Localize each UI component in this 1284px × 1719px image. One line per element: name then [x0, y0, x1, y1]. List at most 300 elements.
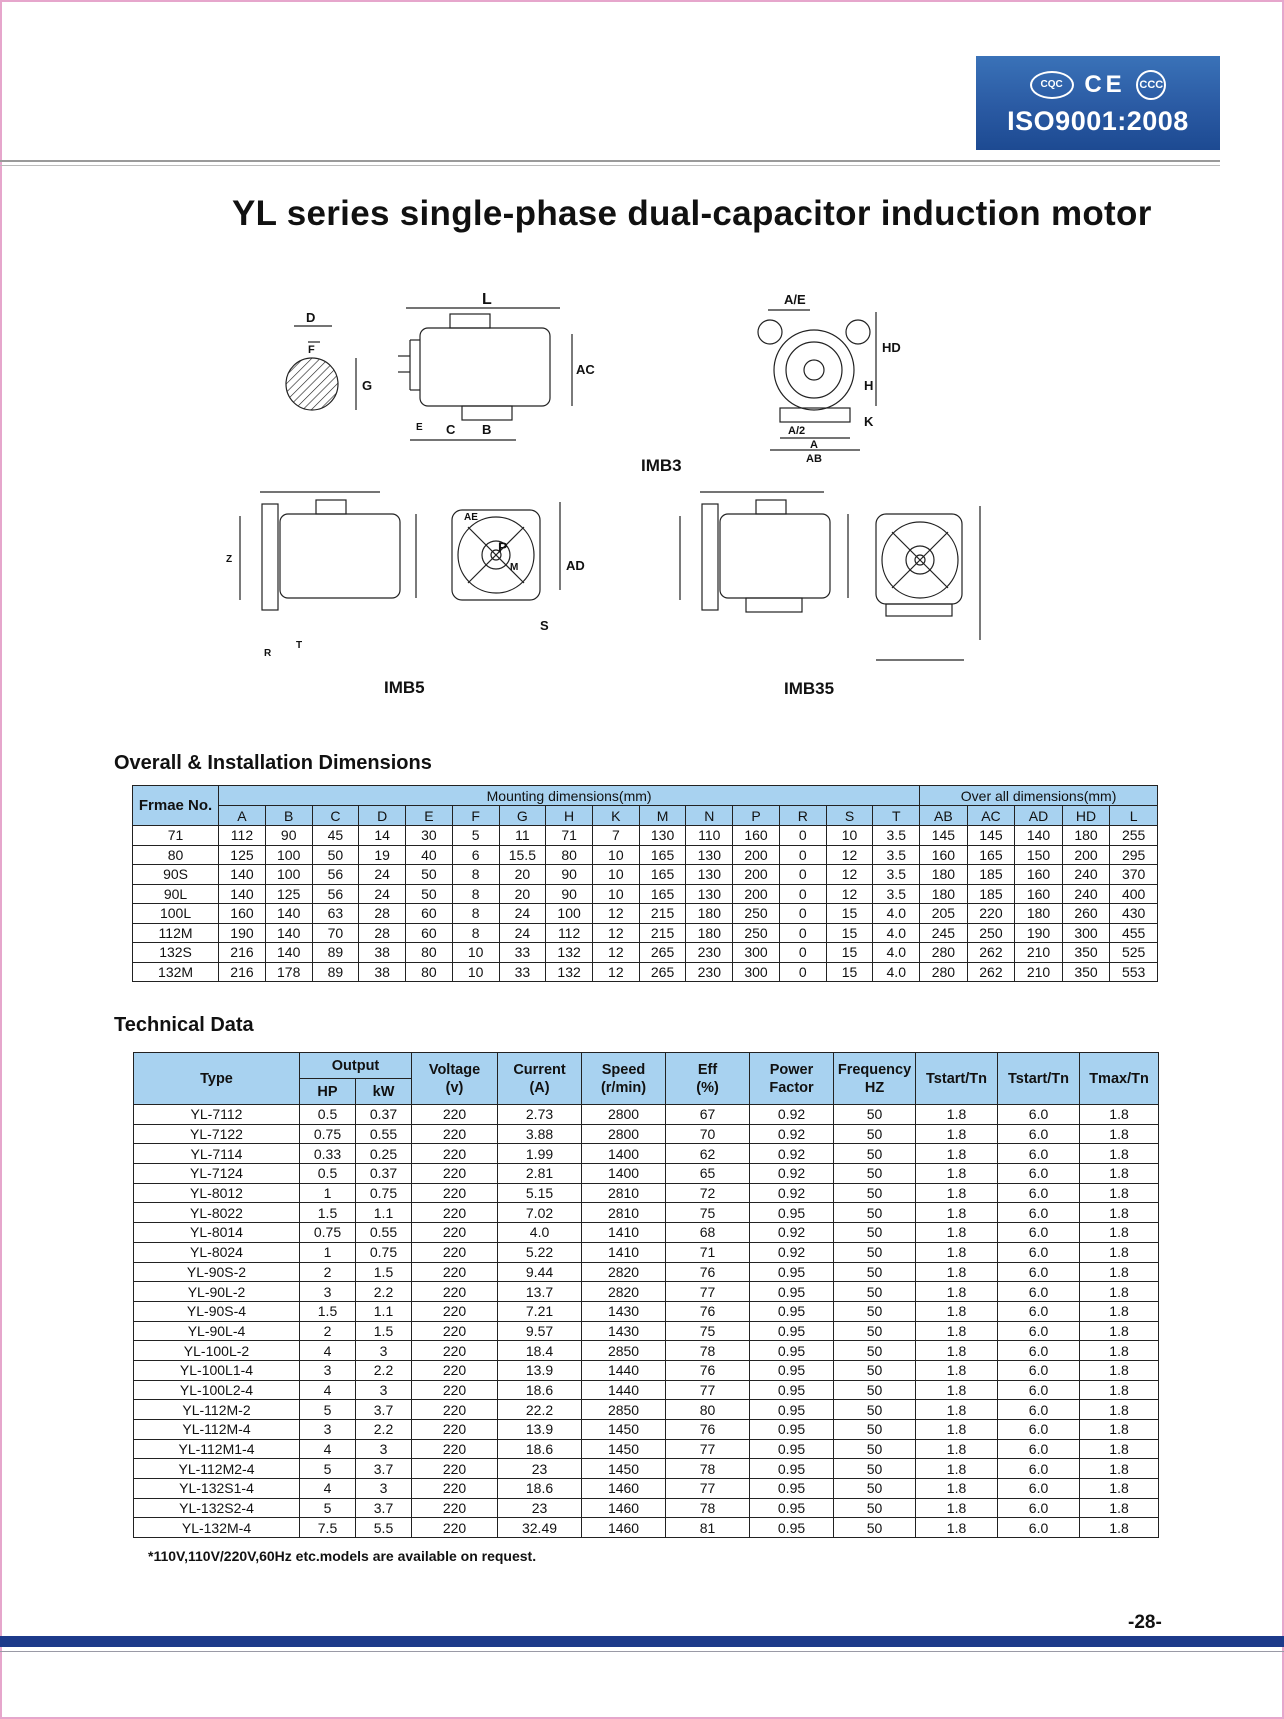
dim-cell: 180	[920, 884, 968, 904]
tech-cell: 6.0	[998, 1360, 1080, 1380]
tech-cell: 0.95	[750, 1498, 834, 1518]
dim-column-header: D	[359, 806, 406, 826]
tech-cell: 220	[412, 1262, 498, 1282]
tech-cell: 1.8	[916, 1124, 998, 1144]
dim-column-header: HD	[1062, 806, 1110, 826]
tech-cell: 1.8	[1080, 1459, 1159, 1479]
dim-column-header: N	[686, 806, 733, 826]
table-row	[134, 1203, 1159, 1223]
tech-cell: 50	[834, 1459, 916, 1479]
tech-cell: 78	[666, 1498, 750, 1518]
frame-no-cell: 90L	[133, 884, 219, 904]
tech-cell: 68	[666, 1223, 750, 1243]
dim-cell: 63	[312, 904, 359, 924]
cqc-mark-icon: CQC	[1030, 71, 1074, 99]
tech-cell: 1.8	[916, 1242, 998, 1262]
dim-cell: 56	[312, 865, 359, 885]
tech-cell: 0.95	[750, 1479, 834, 1499]
motor-drawings	[220, 280, 1080, 720]
tech-cell: 2.2	[356, 1282, 412, 1302]
type-cell: YL-8022	[134, 1203, 300, 1223]
dim-cell: 280	[920, 943, 968, 963]
tech-cell: 78	[666, 1341, 750, 1361]
dim-cell: 6	[452, 845, 499, 865]
dim-cell: 215	[639, 923, 686, 943]
tech-cell: 1.8	[1080, 1105, 1159, 1125]
dim-cell: 165	[967, 845, 1015, 865]
tech-cell: 220	[412, 1380, 498, 1400]
dim-label-ab: AB	[806, 453, 822, 465]
dim-column-header: B	[265, 806, 312, 826]
dim-cell: 180	[1015, 904, 1063, 924]
tech-cell: 6.0	[998, 1479, 1080, 1499]
type-cell: YL-90S-4	[134, 1301, 300, 1321]
kw-header: kW	[356, 1079, 412, 1105]
type-cell: YL-112M-4	[134, 1420, 300, 1440]
header-rule	[0, 160, 1220, 162]
tech-cell: 6.0	[998, 1223, 1080, 1243]
tech-cell: 0.92	[750, 1164, 834, 1184]
dim-label-z: Z	[226, 554, 233, 565]
tech-cell: 1.8	[1080, 1203, 1159, 1223]
tech-cell: 1.8	[1080, 1282, 1159, 1302]
dim-cell: 8	[452, 904, 499, 924]
table-row	[134, 1301, 1159, 1321]
tech-cell: 0.95	[750, 1203, 834, 1223]
type-cell: YL-8014	[134, 1223, 300, 1243]
tech-cell: 13.7	[498, 1282, 582, 1302]
tech-cell: 1.99	[498, 1144, 582, 1164]
tech-cell: 50	[834, 1301, 916, 1321]
dim-cell: 400	[1110, 884, 1158, 904]
type-cell: YL-112M2-4	[134, 1459, 300, 1479]
dim-cell: 430	[1110, 904, 1158, 924]
dim-cell: 12	[826, 884, 873, 904]
tech-cell: 1.8	[916, 1380, 998, 1400]
tech-cell: 2820	[582, 1262, 666, 1282]
dim-cell: 130	[686, 865, 733, 885]
dim-cell: 165	[639, 845, 686, 865]
dim-cell: 38	[359, 943, 406, 963]
tech-cell: 0.75	[356, 1183, 412, 1203]
tech-cell: 3.7	[356, 1459, 412, 1479]
frame-no-cell: 132S	[133, 943, 219, 963]
technical-data-table	[133, 1052, 1159, 1538]
dim-cell: 15	[826, 923, 873, 943]
dim-label-p: P	[498, 539, 508, 555]
dim-cell: 12	[826, 845, 873, 865]
tech-cell: 50	[834, 1223, 916, 1243]
tech-cell: 78	[666, 1459, 750, 1479]
header-rule-thin	[0, 165, 1220, 166]
tech-cell: 1.1	[356, 1203, 412, 1223]
tech-cell: 1450	[582, 1459, 666, 1479]
tech-cell: 50	[834, 1400, 916, 1420]
tech-cell: 13.9	[498, 1360, 582, 1380]
dim-cell: 112	[546, 923, 593, 943]
tech-cell: 0.37	[356, 1164, 412, 1184]
dim-column-header: K	[592, 806, 639, 826]
dim-cell: 160	[219, 904, 266, 924]
tech-cell: 1.8	[916, 1498, 998, 1518]
dim-cell: 240	[1062, 884, 1110, 904]
tech-cell: 6.0	[998, 1301, 1080, 1321]
tech-cell: 220	[412, 1498, 498, 1518]
type-cell: YL-8012	[134, 1183, 300, 1203]
imb5-label: IMB5	[384, 678, 425, 697]
dimensions-table	[132, 785, 1158, 982]
dim-cell: 40	[406, 845, 453, 865]
imb35-side-drawing	[680, 492, 848, 612]
tech-cell: 0.92	[750, 1223, 834, 1243]
type-cell: YL-90L-4	[134, 1321, 300, 1341]
dim-cell: 3.5	[873, 826, 920, 846]
tech-cell: 0.95	[750, 1400, 834, 1420]
footer-rule	[0, 1651, 1284, 1652]
table-row	[133, 904, 1158, 924]
dim-cell: 180	[686, 923, 733, 943]
tstart-header-1: Tstart/Tn	[916, 1053, 998, 1105]
table-row	[134, 1439, 1159, 1459]
tech-cell: 0.75	[300, 1124, 356, 1144]
dim-cell: 50	[406, 865, 453, 885]
tech-cell: 22.2	[498, 1400, 582, 1420]
dim-label-k: K	[864, 414, 874, 429]
table-row	[134, 1459, 1159, 1479]
imb3-front-drawing	[758, 310, 876, 450]
table-row	[133, 962, 1158, 982]
tech-cell: 1400	[582, 1144, 666, 1164]
dim-label-ae-b5: AE	[464, 512, 478, 523]
dim-cell: 33	[499, 943, 546, 963]
eff-header: Eff (%)	[666, 1053, 750, 1105]
dim-cell: 71	[546, 826, 593, 846]
frame-no-cell: 90S	[133, 865, 219, 885]
tech-cell: 50	[834, 1203, 916, 1223]
tech-cell: 50	[834, 1420, 916, 1440]
tech-cell: 6.0	[998, 1282, 1080, 1302]
tech-cell: 1430	[582, 1321, 666, 1341]
tech-cell: 3	[300, 1420, 356, 1440]
tech-cell: 1430	[582, 1301, 666, 1321]
output-header: Output	[300, 1053, 412, 1079]
dim-cell: 0	[779, 904, 826, 924]
tech-cell: 65	[666, 1164, 750, 1184]
tech-cell: 71	[666, 1242, 750, 1262]
table-row	[134, 1262, 1159, 1282]
tech-cell: 2820	[582, 1282, 666, 1302]
tech-cell: 50	[834, 1242, 916, 1262]
tech-cell: 50	[834, 1144, 916, 1164]
table-row	[134, 1341, 1159, 1361]
frame-no-cell: 71	[133, 826, 219, 846]
tech-cell: 23	[498, 1459, 582, 1479]
tech-cell: 6.0	[998, 1380, 1080, 1400]
tech-cell: 50	[834, 1439, 916, 1459]
table-row	[134, 1321, 1159, 1341]
tech-cell: 75	[666, 1321, 750, 1341]
tech-cell: 0.92	[750, 1144, 834, 1164]
dim-cell: 300	[1062, 923, 1110, 943]
dim-column-header: A	[219, 806, 266, 826]
dim-cell: 90	[546, 884, 593, 904]
dim-label-b: B	[482, 422, 492, 437]
frame-no-cell: 132M	[133, 962, 219, 982]
dim-cell: 265	[639, 962, 686, 982]
table-row	[134, 1380, 1159, 1400]
dim-label-e: E	[416, 422, 423, 433]
table-row	[134, 1498, 1159, 1518]
tech-cell: 0.92	[750, 1124, 834, 1144]
technical-section-title: Technical Data	[114, 1014, 254, 1036]
tech-cell: 0.95	[750, 1321, 834, 1341]
dim-cell: 140	[219, 884, 266, 904]
dim-cell: 60	[406, 904, 453, 924]
dim-cell: 130	[639, 826, 686, 846]
tech-cell: 13.9	[498, 1420, 582, 1440]
tech-cell: 220	[412, 1164, 498, 1184]
tech-cell: 2	[300, 1321, 356, 1341]
dim-cell: 3.5	[873, 845, 920, 865]
dim-cell: 130	[686, 884, 733, 904]
dim-column-header: AD	[1015, 806, 1063, 826]
type-cell: YL-132S2-4	[134, 1498, 300, 1518]
tech-cell: 220	[412, 1341, 498, 1361]
dim-cell: 0	[779, 865, 826, 885]
dim-cell: 125	[219, 845, 266, 865]
tech-cell: 2800	[582, 1124, 666, 1144]
dim-cell: 4.0	[873, 904, 920, 924]
tech-cell: 1.8	[1080, 1164, 1159, 1184]
tech-cell: 2850	[582, 1341, 666, 1361]
dim-cell: 15	[826, 962, 873, 982]
dim-cell: 24	[499, 923, 546, 943]
tech-cell: 6.0	[998, 1518, 1080, 1538]
tech-cell: 7.02	[498, 1203, 582, 1223]
dim-cell: 180	[1062, 826, 1110, 846]
dim-cell: 11	[499, 826, 546, 846]
frequency-header: Frequency HZ	[834, 1053, 916, 1105]
dim-cell: 10	[826, 826, 873, 846]
dim-label-f: F	[308, 344, 315, 356]
tech-cell: 4	[300, 1479, 356, 1499]
table-row	[134, 1479, 1159, 1499]
imb35-label: IMB35	[784, 679, 835, 698]
dim-cell: 10	[452, 943, 499, 963]
dim-cell: 7	[592, 826, 639, 846]
table-row	[133, 826, 1158, 846]
tech-cell: 220	[412, 1420, 498, 1440]
hp-header: HP	[300, 1079, 356, 1105]
tech-cell: 3.7	[356, 1400, 412, 1420]
dim-label-r: R	[264, 648, 272, 659]
tech-cell: 220	[412, 1183, 498, 1203]
dim-cell: 4.0	[873, 923, 920, 943]
tech-cell: 50	[834, 1341, 916, 1361]
dim-label-d: D	[306, 310, 316, 325]
tech-cell: 18.6	[498, 1479, 582, 1499]
dim-cell: 0	[779, 923, 826, 943]
dim-cell: 0	[779, 826, 826, 846]
dim-cell: 0	[779, 845, 826, 865]
tech-cell: 220	[412, 1479, 498, 1499]
ccc-mark-icon: CCC	[1136, 70, 1166, 100]
dim-cell: 245	[920, 923, 968, 943]
tech-cell: 220	[412, 1124, 498, 1144]
voltage-header: Voltage (v)	[412, 1053, 498, 1105]
tech-cell: 2.81	[498, 1164, 582, 1184]
tech-cell: 1.8	[916, 1518, 998, 1538]
dim-cell: 250	[967, 923, 1015, 943]
dim-cell: 132	[546, 962, 593, 982]
tech-cell: 72	[666, 1183, 750, 1203]
tech-cell: 1.8	[1080, 1262, 1159, 1282]
dim-cell: 3.5	[873, 865, 920, 885]
power-factor-header: Power Factor	[750, 1053, 834, 1105]
tech-cell: 0.95	[750, 1439, 834, 1459]
dim-cell: 200	[733, 884, 780, 904]
tech-cell: 1.8	[916, 1321, 998, 1341]
tech-cell: 6.0	[998, 1400, 1080, 1420]
tech-cell: 6.0	[998, 1498, 1080, 1518]
dim-cell: 150	[1015, 845, 1063, 865]
current-header: Current (A)	[498, 1053, 582, 1105]
tech-cell: 2.2	[356, 1420, 412, 1440]
dim-cell: 100	[546, 904, 593, 924]
dim-cell: 215	[639, 904, 686, 924]
tech-cell: 18.4	[498, 1341, 582, 1361]
tech-cell: 220	[412, 1360, 498, 1380]
tech-cell: 50	[834, 1262, 916, 1282]
dim-column-header: AB	[920, 806, 968, 826]
tech-cell: 1.8	[1080, 1301, 1159, 1321]
tech-cell: 1.8	[916, 1341, 998, 1361]
tech-cell: 3.88	[498, 1124, 582, 1144]
tech-cell: 2.73	[498, 1105, 582, 1125]
dim-cell: 89	[312, 943, 359, 963]
table-row	[134, 1183, 1159, 1203]
tech-cell: 3	[356, 1380, 412, 1400]
tech-cell: 1.8	[1080, 1479, 1159, 1499]
dim-label-m: M	[510, 562, 519, 573]
tech-cell: 1.5	[300, 1301, 356, 1321]
dimensions-section-title: Overall & Installation Dimensions	[114, 752, 432, 774]
tech-cell: 220	[412, 1144, 498, 1164]
page-border-left	[0, 0, 2, 1719]
dim-column-header: M	[639, 806, 686, 826]
dim-cell: 160	[1015, 884, 1063, 904]
tech-cell: 4	[300, 1380, 356, 1400]
tech-cell: 1.8	[1080, 1518, 1159, 1538]
tech-cell: 1.8	[1080, 1124, 1159, 1144]
table-row	[133, 845, 1158, 865]
dim-cell: 525	[1110, 943, 1158, 963]
type-cell: YL-112M-2	[134, 1400, 300, 1420]
table-row	[134, 1164, 1159, 1184]
dim-cell: 216	[219, 943, 266, 963]
table-row	[134, 1518, 1159, 1538]
dim-cell: 180	[920, 865, 968, 885]
dim-cell: 0	[779, 884, 826, 904]
tech-cell: 1.1	[356, 1301, 412, 1321]
dim-cell: 8	[452, 884, 499, 904]
dim-label-g: G	[362, 378, 373, 393]
tech-cell: 75	[666, 1203, 750, 1223]
tech-cell: 23	[498, 1498, 582, 1518]
dim-label-ad: AD	[566, 558, 585, 573]
tech-cell: 5	[300, 1459, 356, 1479]
tech-cell: 7.21	[498, 1301, 582, 1321]
cert-marks	[976, 70, 1220, 100]
dim-column-header: T	[873, 806, 920, 826]
dim-cell: 295	[1110, 845, 1158, 865]
tech-cell: 1460	[582, 1498, 666, 1518]
tech-cell: 50	[834, 1380, 916, 1400]
dim-cell: 300	[733, 943, 780, 963]
tech-cell: 220	[412, 1105, 498, 1125]
table-row	[133, 923, 1158, 943]
tech-cell: 0.92	[750, 1105, 834, 1125]
dim-cell: 280	[920, 962, 968, 982]
dim-cell: 14	[359, 826, 406, 846]
frame-no-cell: 112M	[133, 923, 219, 943]
dim-cell: 15	[826, 904, 873, 924]
dim-cell: 300	[733, 962, 780, 982]
table-row	[134, 1400, 1159, 1420]
tech-cell: 6.0	[998, 1183, 1080, 1203]
tech-cell: 220	[412, 1282, 498, 1302]
footnote: *110V,110V/220V,60Hz etc.models are available on request.	[148, 1548, 537, 1564]
tech-cell: 0.95	[750, 1282, 834, 1302]
dim-column-header: E	[406, 806, 453, 826]
dim-cell: 3.5	[873, 884, 920, 904]
dim-label-h: H	[864, 378, 874, 393]
dim-cell: 145	[967, 826, 1015, 846]
dim-cell: 130	[686, 845, 733, 865]
tech-cell: 0.5	[300, 1105, 356, 1125]
type-cell: YL-8024	[134, 1242, 300, 1262]
tech-cell: 1.8	[916, 1459, 998, 1479]
iso-certification-text: ISO9001:2008	[1007, 106, 1189, 136]
dim-cell: 178	[265, 962, 312, 982]
tech-cell: 1460	[582, 1479, 666, 1499]
page-border-top	[0, 0, 1284, 2]
tech-cell: 4	[300, 1439, 356, 1459]
tech-cell: 1.8	[916, 1203, 998, 1223]
dim-cell: 24	[359, 865, 406, 885]
tech-cell: 77	[666, 1380, 750, 1400]
tech-cell: 1.8	[1080, 1341, 1159, 1361]
type-cell: YL-90L-2	[134, 1282, 300, 1302]
dim-label-l: L	[482, 291, 492, 308]
dim-cell: 140	[265, 923, 312, 943]
certification-badge	[976, 56, 1220, 150]
dim-cell: 15	[826, 943, 873, 963]
footer-bar	[0, 1636, 1284, 1647]
tech-cell: 0.95	[750, 1518, 834, 1538]
tech-cell: 0.95	[750, 1360, 834, 1380]
tech-cell: 1.8	[916, 1420, 998, 1440]
tech-cell: 1.8	[1080, 1439, 1159, 1459]
dim-cell: 100	[265, 845, 312, 865]
imb3-label: IMB3	[641, 456, 682, 475]
tmax-header: Tmax/Tn	[1080, 1053, 1159, 1105]
tech-cell: 1450	[582, 1420, 666, 1440]
dim-column-header: F	[452, 806, 499, 826]
type-header: Type	[134, 1053, 300, 1105]
dim-cell: 210	[1015, 962, 1063, 982]
dim-column-header: S	[826, 806, 873, 826]
